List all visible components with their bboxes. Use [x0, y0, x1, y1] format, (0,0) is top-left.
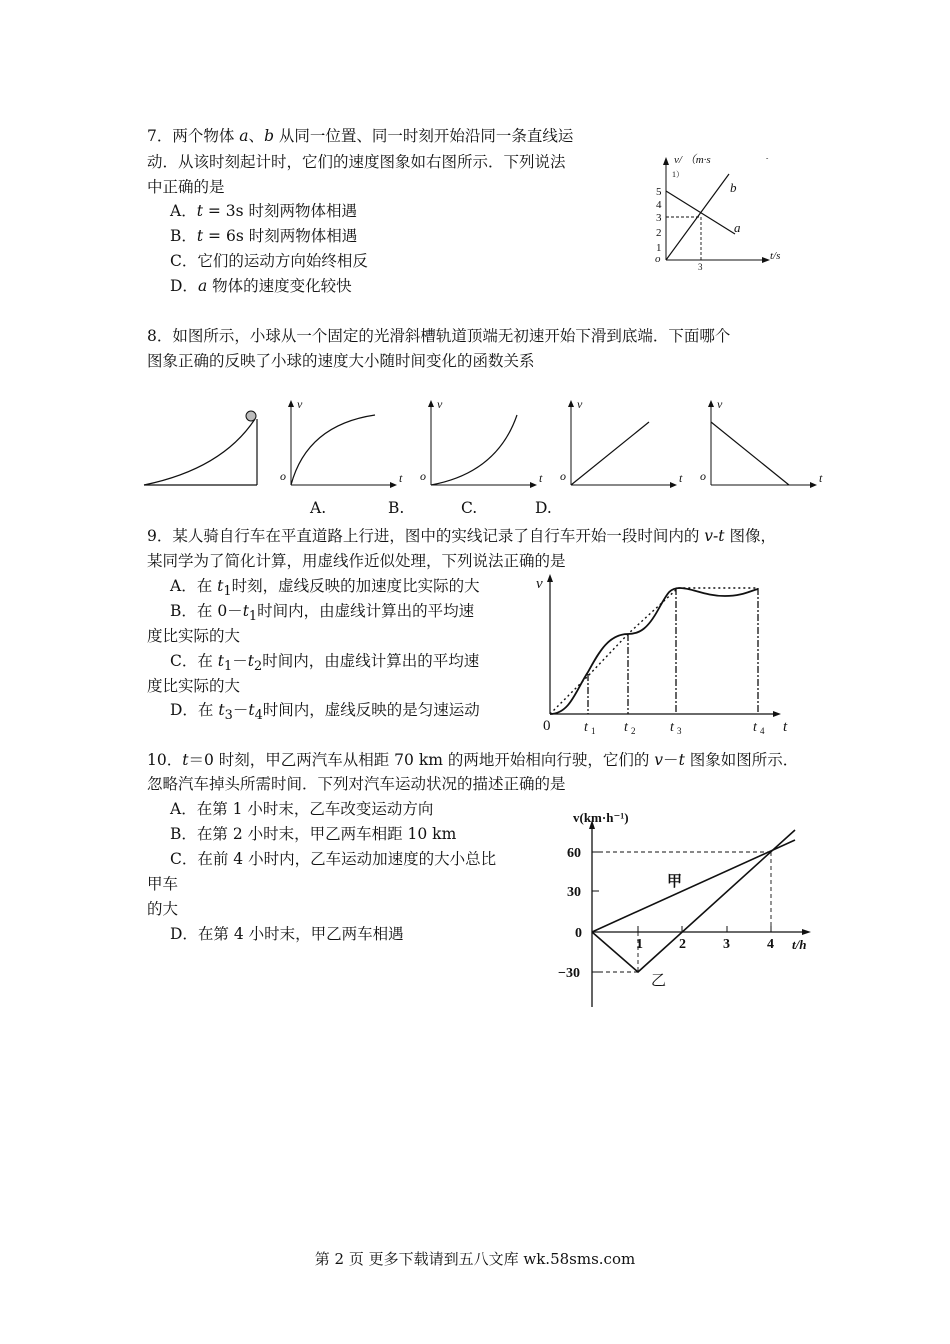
q7-line-a: [666, 191, 735, 234]
q8-label-d: D.: [535, 499, 552, 517]
svg-text:1: 1: [656, 242, 662, 254]
svg-text:1）: 1）: [672, 170, 684, 179]
q8-label-b: B.: [388, 499, 405, 517]
svg-text:t: t: [399, 471, 403, 485]
q7-line1: 7．两个物体 a、b 从同一位置、同一时刻开始沿同一条直线运: [147, 127, 574, 145]
q8-label-c: C.: [461, 499, 478, 517]
q10-line2: 忽略汽车掉头所需时间．下列对汽车运动状况的描述正确的是: [147, 775, 566, 793]
svg-text:o: o: [655, 253, 661, 265]
svg-text:t/h: t/h: [792, 937, 807, 952]
q8-line2: 图象正确的反映了小球的速度大小随时间变化的函数关系: [147, 352, 535, 370]
svg-text:5: 5: [656, 186, 662, 198]
svg-text:−30: −30: [558, 966, 580, 981]
q10-line1: 10．t＝0 时刻，甲乙两汽车从相距 70 km 的两地开始相向行驶，它们的 v－t 图象如图所示．: [147, 751, 799, 769]
q9-option-b-cont: 度比实际的大: [147, 627, 241, 645]
q8-graph-b: [417, 395, 547, 490]
q7-line3: 中正确的是: [147, 178, 225, 196]
page-footer: 第 2 页 更多下载请到五八文库 wk.58sms.com: [314, 1250, 636, 1268]
svg-text:1: 1: [636, 937, 643, 952]
svg-text:v(km·h⁻¹): v(km·h⁻¹): [573, 810, 629, 825]
svg-text:4: 4: [767, 937, 774, 952]
svg-text:o: o: [280, 469, 286, 483]
q9-option-b: B．在 $0-t_1$时间内，由虚线计算出的平均速: [170, 602, 475, 625]
svg-text:0: 0: [543, 718, 551, 734]
svg-text:v/ （m·s: v/ （m·s: [674, 154, 711, 166]
svg-text:30: 30: [567, 885, 581, 900]
svg-text:t: t: [624, 720, 628, 735]
q9-option-d: D．在 $t_3-t_4$时间内，虚线反映的是匀速运动: [170, 701, 480, 724]
svg-text:-: -: [766, 154, 769, 162]
q10-option-c-cont2: 的大: [147, 900, 179, 918]
q9-option-c-cont: 度比实际的大: [147, 677, 241, 695]
q9-dotted-line: [550, 588, 758, 714]
svg-text:4: 4: [760, 726, 765, 736]
svg-text:t: t: [584, 720, 588, 735]
q7-option-a: A．t = 3s 时刻两物体相遇: [170, 202, 358, 220]
svg-text:t: t: [753, 720, 757, 735]
q8-label-a: A.: [310, 499, 327, 517]
q8-graph-c: [557, 395, 687, 490]
svg-text:v: v: [717, 397, 723, 411]
svg-text:乙: 乙: [651, 973, 667, 989]
q7-vt-graph: [650, 150, 800, 275]
svg-text:v: v: [297, 397, 303, 411]
q8-line1: 8．如图所示，小球从一个固定的光滑斜槽轨道顶端无初速开始下滑到底端．下面哪个: [147, 327, 731, 345]
q7-line2: 动．从该时刻起计时，它们的速度图象如右图所示．下列说法: [147, 153, 566, 171]
q7-option-d: D．a 物体的速度变化较快: [170, 277, 352, 295]
svg-text:t: t: [679, 471, 683, 485]
q8-graph-d: [697, 395, 827, 490]
svg-text:o: o: [700, 469, 706, 483]
q10-option-c: C．在前 4 小时内，乙车运动加速度的大小总比: [170, 850, 497, 868]
svg-text:甲: 甲: [667, 874, 683, 890]
q9-option-c: C．在 $t_1-t_2$时间内，由虚线计算出的平均速: [170, 652, 480, 675]
q10-line-jia: [592, 840, 795, 932]
q10-option-a: A．在第 1 小时末，乙车改变运动方向: [170, 800, 434, 818]
q10-option-b: B．在第 2 小时末，甲乙两车相距 10 km: [170, 825, 457, 843]
q7-option-c: C．它们的运动方向始终相反: [170, 252, 368, 270]
ball-icon: [246, 411, 256, 421]
q8-slide-track: [142, 405, 267, 490]
q10-option-d: D．在第 4 小时末，甲乙两车相遇: [170, 925, 404, 943]
svg-text:3: 3: [656, 212, 662, 224]
svg-text:2: 2: [656, 227, 662, 239]
svg-text:2: 2: [679, 937, 686, 952]
q10-option-c-cont1: 甲车: [147, 875, 179, 893]
svg-text:v: v: [577, 397, 583, 411]
svg-text:1: 1: [591, 726, 596, 736]
svg-text:t: t: [783, 719, 788, 735]
svg-text:t/s: t/s: [770, 250, 781, 262]
q10-vt-graph: [555, 802, 825, 1012]
svg-text:t: t: [539, 471, 543, 485]
svg-text:4: 4: [656, 199, 662, 211]
svg-text:3: 3: [723, 937, 730, 952]
svg-text:v: v: [536, 576, 543, 592]
svg-text:2: 2: [631, 726, 636, 736]
q9-line1: 9．某人骑自行车在平直道路上行进，图中的实线记录了自行车开始一段时间内的 v-t 图像，: [147, 527, 776, 545]
q9-option-a: A．在 $t_1$时刻，虚线反映的加速度比实际的大: [170, 577, 480, 600]
svg-text:v: v: [437, 397, 443, 411]
q8-graph-a: [277, 395, 407, 490]
svg-text:o: o: [420, 469, 426, 483]
svg-text:60: 60: [567, 846, 581, 861]
svg-text:b: b: [730, 180, 737, 195]
q10-line-yi: [592, 830, 795, 972]
svg-text:3: 3: [698, 262, 703, 272]
svg-text:t: t: [670, 720, 674, 735]
svg-text:3: 3: [677, 726, 682, 736]
svg-text:a: a: [734, 220, 741, 235]
svg-text:t: t: [819, 471, 823, 485]
q9-line2: 某同学为了简化计算，用虚线作近似处理，下列说法正确的是: [147, 552, 566, 570]
q7-option-b: B．t = 6s 时刻两物体相遇: [170, 227, 358, 245]
svg-text:0: 0: [575, 926, 582, 941]
q9-actual-curve: [550, 588, 758, 714]
svg-text:o: o: [560, 469, 566, 483]
q9-vt-graph: [530, 570, 800, 740]
